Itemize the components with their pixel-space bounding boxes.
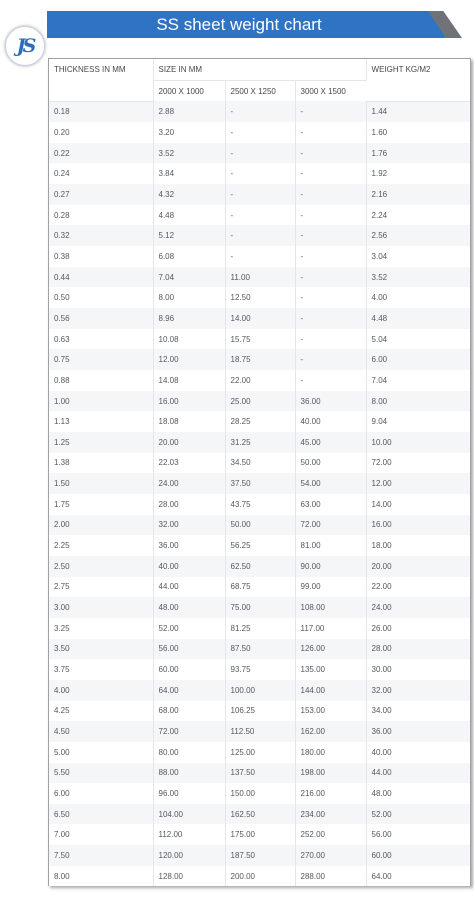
cell-size-2500x1250: 15.75	[225, 329, 295, 350]
cell-weight: 40.00	[371, 747, 392, 757]
logo-icon: JS	[16, 35, 34, 57]
cell-weight: 2.56	[371, 231, 388, 241]
cell-size-2500x1250: 75.00	[225, 597, 295, 618]
cell-size-2500x1250: 106.25	[225, 701, 295, 722]
cell-size-2500x1250: 112.50	[225, 721, 295, 742]
cell-size-3000x1500: 252.00	[295, 824, 366, 845]
cell-size-3000x1500: 54.00	[295, 473, 366, 494]
cell-weight: 18.00	[371, 541, 392, 551]
table-row	[49, 515, 470, 536]
cell-size-2000x1000: 88.00	[153, 763, 225, 784]
table-row	[49, 701, 470, 722]
cell-weight: 1.92	[371, 169, 388, 179]
cell-weight: 44.00	[371, 768, 392, 778]
table-row	[49, 824, 470, 845]
table-row	[49, 618, 470, 639]
cell-thickness: 4.00	[49, 680, 153, 701]
cell-thickness: 1.75	[49, 494, 153, 515]
cell-size-3000x1500: -	[295, 308, 366, 329]
table-row	[49, 391, 470, 412]
cell-thickness: 5.00	[49, 742, 153, 763]
cell-size-2500x1250: 187.50	[225, 845, 295, 866]
table-row	[49, 246, 470, 267]
cell-size-3000x1500: 180.00	[295, 742, 366, 763]
cell-size-2000x1000: 3.52	[153, 143, 225, 164]
cell-thickness: 7.50	[49, 845, 153, 866]
table-row	[49, 866, 470, 887]
cell-size-2000x1000: 12.00	[153, 349, 225, 370]
table-row	[49, 163, 470, 184]
cell-size-2000x1000: 44.00	[153, 577, 225, 598]
cell-size-2000x1000: 128.00	[153, 866, 225, 887]
cell-size-2000x1000: 112.00	[153, 824, 225, 845]
cell-thickness: 0.28	[49, 205, 153, 226]
cell-thickness: 2.25	[49, 535, 153, 556]
cell-size-3000x1500: 234.00	[295, 804, 366, 825]
cell-size-2000x1000: 20.00	[153, 432, 225, 453]
table-row	[49, 432, 470, 453]
table-row	[49, 349, 470, 370]
cell-size-2500x1250: 62.50	[225, 556, 295, 577]
table-body	[49, 101, 470, 886]
cell-thickness: 1.13	[49, 411, 153, 432]
cell-weight: 4.00	[371, 293, 388, 303]
cell-thickness: 0.56	[49, 308, 153, 329]
header-weight: WEIGHT KG/M2	[366, 59, 470, 101]
table-row	[49, 143, 470, 164]
cell-size-2000x1000: 56.00	[153, 639, 225, 660]
cell-weight: 3.04	[371, 251, 388, 261]
cell-size-2500x1250: -	[225, 101, 295, 122]
cell-size-3000x1500: 81.00	[295, 535, 366, 556]
cell-weight: 3.52	[371, 272, 388, 282]
cell-size-3000x1500: 288.00	[295, 866, 366, 887]
cell-size-3000x1500: 50.00	[295, 453, 366, 474]
header-size-2500x1250: 2500 X 1250	[225, 81, 295, 102]
cell-size-3000x1500: -	[295, 205, 366, 226]
cell-weight: 4.48	[371, 313, 388, 323]
cell-size-3000x1500: 126.00	[295, 639, 366, 660]
cell-size-2000x1000: 60.00	[153, 659, 225, 680]
cell-size-2000x1000: 8.96	[153, 308, 225, 329]
cell-size-2000x1000: 4.32	[153, 184, 225, 205]
cell-size-2500x1250: 56.25	[225, 535, 295, 556]
cell-size-2000x1000: 7.04	[153, 267, 225, 288]
table-row	[49, 639, 470, 660]
cell-size-2000x1000: 52.00	[153, 618, 225, 639]
cell-thickness: 6.50	[49, 804, 153, 825]
cell-weight: 26.00	[371, 623, 392, 633]
cell-weight: 5.04	[371, 334, 388, 344]
cell-thickness: 2.75	[49, 577, 153, 598]
cell-thickness: 1.25	[49, 432, 153, 453]
cell-size-3000x1500: -	[295, 122, 366, 143]
cell-weight: 6.00	[371, 355, 388, 365]
cell-size-2500x1250: 22.00	[225, 370, 295, 391]
cell-size-2500x1250: 14.00	[225, 308, 295, 329]
cell-size-2500x1250: 81.25	[225, 618, 295, 639]
cell-size-3000x1500: 99.00	[295, 577, 366, 598]
cell-size-2500x1250: -	[225, 122, 295, 143]
cell-weight: 14.00	[371, 499, 392, 509]
cell-thickness: 0.18	[49, 101, 153, 122]
cell-size-2000x1000: 22.03	[153, 453, 225, 474]
cell-size-2000x1000: 120.00	[153, 845, 225, 866]
cell-weight: 20.00	[371, 561, 392, 571]
cell-thickness: 0.22	[49, 143, 153, 164]
header-thickness: THICKNESS IN MM	[49, 59, 153, 101]
table-row	[49, 329, 470, 350]
cell-size-2500x1250: 18.75	[225, 349, 295, 370]
cell-weight: 2.24	[371, 210, 388, 220]
cell-size-2000x1000: 104.00	[153, 804, 225, 825]
cell-size-2000x1000: 28.00	[153, 494, 225, 515]
table-row	[49, 205, 470, 226]
cell-size-2500x1250: 37.50	[225, 473, 295, 494]
cell-size-3000x1500: 198.00	[295, 763, 366, 784]
cell-thickness: 3.00	[49, 597, 153, 618]
cell-thickness: 1.50	[49, 473, 153, 494]
cell-thickness: 4.50	[49, 721, 153, 742]
cell-weight: 10.00	[371, 437, 392, 447]
cell-thickness: 2.50	[49, 556, 153, 577]
header-size-2000x1000: 2000 X 1000	[153, 81, 225, 102]
cell-thickness: 4.25	[49, 701, 153, 722]
cell-weight: 52.00	[371, 809, 392, 819]
cell-size-2500x1250: -	[225, 184, 295, 205]
table-row	[49, 804, 470, 825]
cell-size-2000x1000: 18.08	[153, 411, 225, 432]
cell-size-2500x1250: -	[225, 163, 295, 184]
cell-weight: 32.00	[371, 685, 392, 695]
cell-size-2500x1250: -	[225, 225, 295, 246]
table-row	[49, 122, 470, 143]
table-row	[49, 473, 470, 494]
weight-table	[49, 59, 470, 886]
cell-size-3000x1500: -	[295, 370, 366, 391]
table-row	[49, 267, 470, 288]
header-size-3000x1500: 3000 X 1500	[300, 86, 346, 96]
cell-size-2500x1250: 175.00	[225, 824, 295, 845]
table-row	[49, 494, 470, 515]
cell-thickness: 3.25	[49, 618, 153, 639]
cell-size-2000x1000: 8.00	[153, 287, 225, 308]
cell-weight: 1.60	[371, 127, 388, 137]
cell-thickness: 2.00	[49, 515, 153, 536]
cell-weight: 7.04	[371, 375, 388, 385]
cell-size-3000x1500: -	[295, 329, 366, 350]
cell-size-3000x1500: 45.00	[295, 432, 366, 453]
cell-size-2500x1250: 150.00	[225, 783, 295, 804]
cell-size-2500x1250: -	[225, 205, 295, 226]
cell-size-2000x1000: 3.20	[153, 122, 225, 143]
cell-size-2000x1000: 32.00	[153, 515, 225, 536]
cell-weight: 16.00	[371, 520, 392, 530]
cell-thickness: 0.24	[49, 163, 153, 184]
cell-size-2000x1000: 10.08	[153, 329, 225, 350]
cell-size-2500x1250: 28.25	[225, 411, 295, 432]
cell-size-2000x1000: 5.12	[153, 225, 225, 246]
cell-size-3000x1500: 153.00	[295, 701, 366, 722]
cell-size-3000x1500: 40.00	[295, 411, 366, 432]
cell-thickness: 8.00	[49, 866, 153, 887]
cell-thickness: 0.27	[49, 184, 153, 205]
table-row	[49, 411, 470, 432]
cell-size-2500x1250: 93.75	[225, 659, 295, 680]
cell-size-3000x1500: 117.00	[295, 618, 366, 639]
cell-size-2000x1000: 36.00	[153, 535, 225, 556]
cell-size-2500x1250: 200.00	[225, 866, 295, 887]
cell-weight: 28.00	[371, 644, 392, 654]
header-size: SIZE IN MM	[153, 59, 366, 81]
cell-weight: 12.00	[371, 479, 392, 489]
cell-thickness: 1.38	[49, 453, 153, 474]
cell-size-3000x1500: -	[295, 225, 366, 246]
cell-size-2000x1000: 40.00	[153, 556, 225, 577]
cell-size-2500x1250: 11.00	[225, 267, 295, 288]
cell-weight: 8.00	[371, 396, 388, 406]
cell-weight: 64.00	[371, 871, 392, 881]
cell-thickness: 0.32	[49, 225, 153, 246]
cell-size-3000x1500: -	[295, 267, 366, 288]
cell-size-3000x1500: -	[295, 184, 366, 205]
table-row	[49, 370, 470, 391]
cell-weight: 24.00	[371, 603, 392, 613]
cell-size-2500x1250: -	[225, 246, 295, 267]
cell-thickness: 0.75	[49, 349, 153, 370]
table-row	[49, 680, 470, 701]
page-title: SS sheet weight chart	[156, 15, 322, 34]
cell-size-2000x1000: 64.00	[153, 680, 225, 701]
cell-size-2000x1000: 68.00	[153, 701, 225, 722]
cell-weight: 1.76	[371, 148, 388, 158]
table-row	[49, 535, 470, 556]
cell-size-2000x1000: 72.00	[153, 721, 225, 742]
table-row	[49, 721, 470, 742]
cell-size-3000x1500: -	[295, 101, 366, 122]
cell-weight: 30.00	[371, 665, 392, 675]
cell-weight: 36.00	[371, 727, 392, 737]
table-row	[49, 783, 470, 804]
cell-size-2500x1250: 43.75	[225, 494, 295, 515]
cell-weight: 1.44	[371, 107, 388, 117]
cell-size-3000x1500: 72.00	[295, 515, 366, 536]
table-row	[49, 577, 470, 598]
cell-size-2000x1000: 48.00	[153, 597, 225, 618]
table-row	[49, 597, 470, 618]
cell-weight: 60.00	[371, 850, 392, 860]
table-row	[49, 845, 470, 866]
cell-weight: 72.00	[371, 458, 392, 468]
cell-size-2000x1000: 6.08	[153, 246, 225, 267]
table-row	[49, 763, 470, 784]
cell-weight: 48.00	[371, 788, 392, 798]
cell-weight: 34.00	[371, 706, 392, 716]
cell-weight: 9.04	[371, 417, 388, 427]
cell-thickness: 3.50	[49, 639, 153, 660]
cell-size-2000x1000: 2.88	[153, 101, 225, 122]
cell-size-2500x1250: 25.00	[225, 391, 295, 412]
cell-size-2500x1250: 50.00	[225, 515, 295, 536]
cell-size-2000x1000: 3.84	[153, 163, 225, 184]
logo	[5, 26, 45, 66]
cell-size-3000x1500: -	[295, 287, 366, 308]
table-row	[49, 453, 470, 474]
cell-thickness: 0.88	[49, 370, 153, 391]
cell-weight: 22.00	[371, 582, 392, 592]
cell-size-2000x1000: 24.00	[153, 473, 225, 494]
cell-size-3000x1500: 144.00	[295, 680, 366, 701]
cell-weight: 2.16	[371, 189, 388, 199]
cell-size-2500x1250: 34.50	[225, 453, 295, 474]
table-row	[49, 659, 470, 680]
cell-thickness: 0.44	[49, 267, 153, 288]
cell-size-2000x1000: 80.00	[153, 742, 225, 763]
cell-size-3000x1500: 36.00	[295, 391, 366, 412]
cell-size-2500x1250: 162.50	[225, 804, 295, 825]
cell-size-3000x1500: -	[295, 349, 366, 370]
cell-size-2000x1000: 14.08	[153, 370, 225, 391]
cell-weight: 56.00	[371, 830, 392, 840]
cell-size-3000x1500: 90.00	[295, 556, 366, 577]
cell-size-3000x1500: -	[295, 163, 366, 184]
cell-size-2000x1000: 16.00	[153, 391, 225, 412]
cell-size-2000x1000: 4.48	[153, 205, 225, 226]
cell-size-2500x1250: 12.50	[225, 287, 295, 308]
cell-thickness: 5.50	[49, 763, 153, 784]
cell-thickness: 1.00	[49, 391, 153, 412]
chart-table-frame	[48, 58, 471, 886]
table-row	[49, 556, 470, 577]
cell-size-3000x1500: 270.00	[295, 845, 366, 866]
cell-size-2500x1250: 68.75	[225, 577, 295, 598]
cell-size-3000x1500: 63.00	[295, 494, 366, 515]
table-row	[49, 287, 470, 308]
cell-thickness: 0.50	[49, 287, 153, 308]
cell-thickness: 3.75	[49, 659, 153, 680]
cell-thickness: 7.00	[49, 824, 153, 845]
table-row	[49, 184, 470, 205]
cell-size-3000x1500: -	[295, 143, 366, 164]
cell-size-3000x1500: 162.00	[295, 721, 366, 742]
table-row	[49, 308, 470, 329]
cell-size-2500x1250: 87.50	[225, 639, 295, 660]
table-row	[49, 742, 470, 763]
cell-thickness: 0.20	[49, 122, 153, 143]
cell-size-2000x1000: 96.00	[153, 783, 225, 804]
cell-size-2500x1250: 125.00	[225, 742, 295, 763]
cell-thickness: 6.00	[49, 783, 153, 804]
cell-size-3000x1500: 216.00	[295, 783, 366, 804]
cell-size-2500x1250: 137.50	[225, 763, 295, 784]
cell-size-3000x1500: 108.00	[295, 597, 366, 618]
table-row	[49, 225, 470, 246]
cell-size-2500x1250: 100.00	[225, 680, 295, 701]
cell-size-3000x1500: 135.00	[295, 659, 366, 680]
cell-size-2500x1250: -	[225, 143, 295, 164]
table-header	[49, 59, 470, 101]
cell-size-3000x1500: -	[295, 246, 366, 267]
table-row	[49, 101, 470, 122]
cell-thickness: 0.63	[49, 329, 153, 350]
cell-size-2500x1250: 31.25	[225, 432, 295, 453]
cell-thickness: 0.38	[49, 246, 153, 267]
